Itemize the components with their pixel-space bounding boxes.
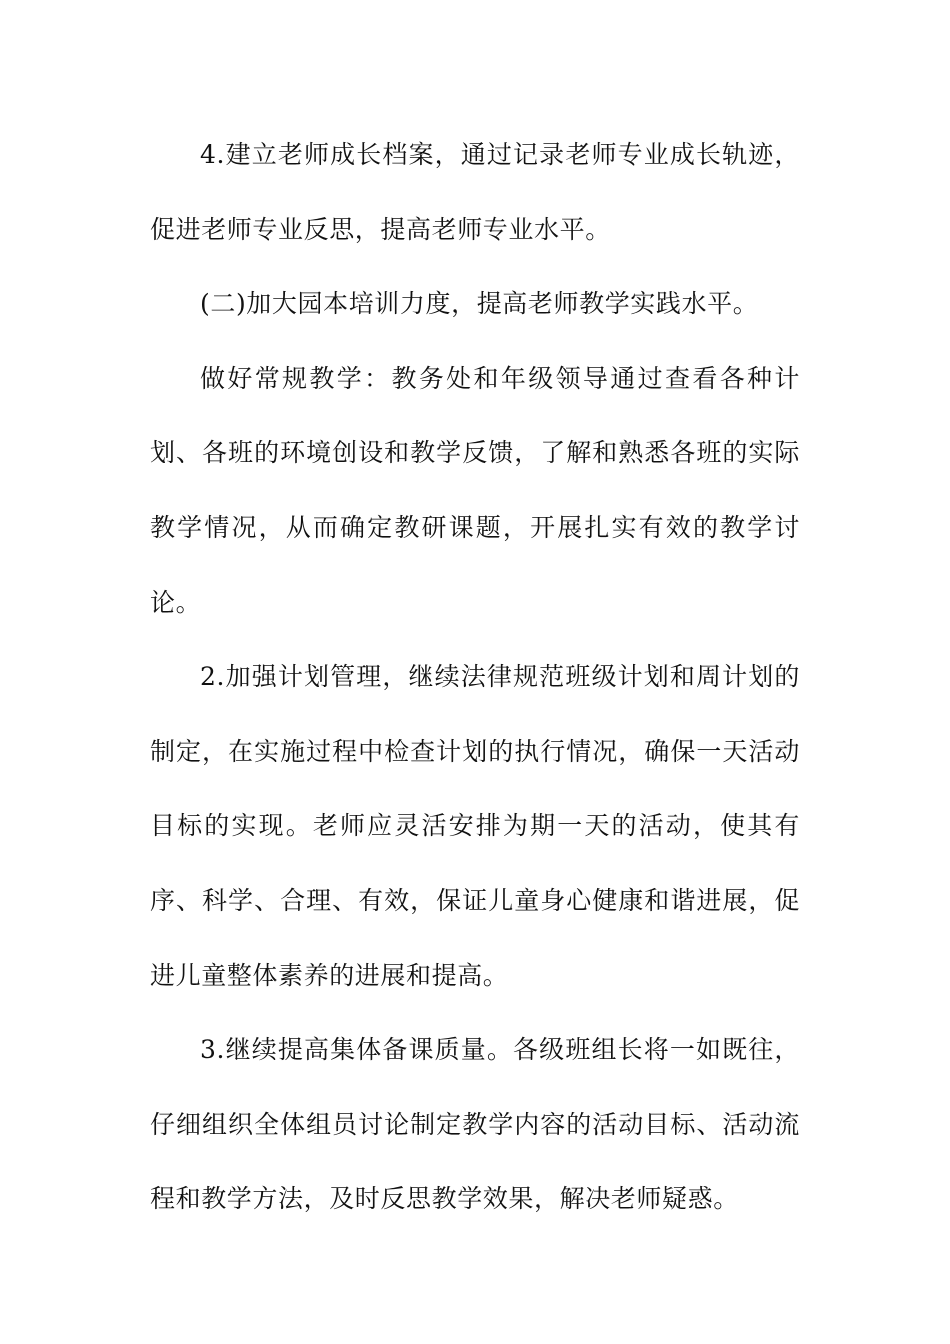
- paragraph-teacher-growth-file: 4.建立老师成长档案，通过记录老师专业成长轨迹，促进老师专业反思，提高老师专业水平。: [150, 140, 800, 244]
- paragraph-routine-teaching: 做好常规教学：教务处和年级领导通过查看各种计划、各班的环境创设和教学反馈，了解和熟悉各班的实际教学情况，从而确定教研课题，开展扎实有效的教学讨论。: [150, 363, 800, 617]
- paragraph-section-heading-training: (二)加大园本培训力度，提高老师教学实践水平。: [200, 289, 759, 319]
- paragraph-collective-lesson-prep: 3.继续提高集体备课质量。各级班组长将一如既往，仔细组织全体组员讨论制定教学内容的活动目标、活动流程和教学方法，及时反思教学效果，解决老师疑惑。: [150, 1035, 800, 1214]
- document-body: [150, 118, 800, 1237]
- paragraph-plan-management: 2.加强计划管理，继续法律规范班级计划和周计划的制定，在实施过程中检查计划的执行情况，确保一天活动目标的实现。老师应灵活安排为期一天的活动，使其有序、科学、合理、有效，保证儿童身心健康和谐进展，促进儿童整体素养的进展和提高。: [150, 662, 800, 990]
